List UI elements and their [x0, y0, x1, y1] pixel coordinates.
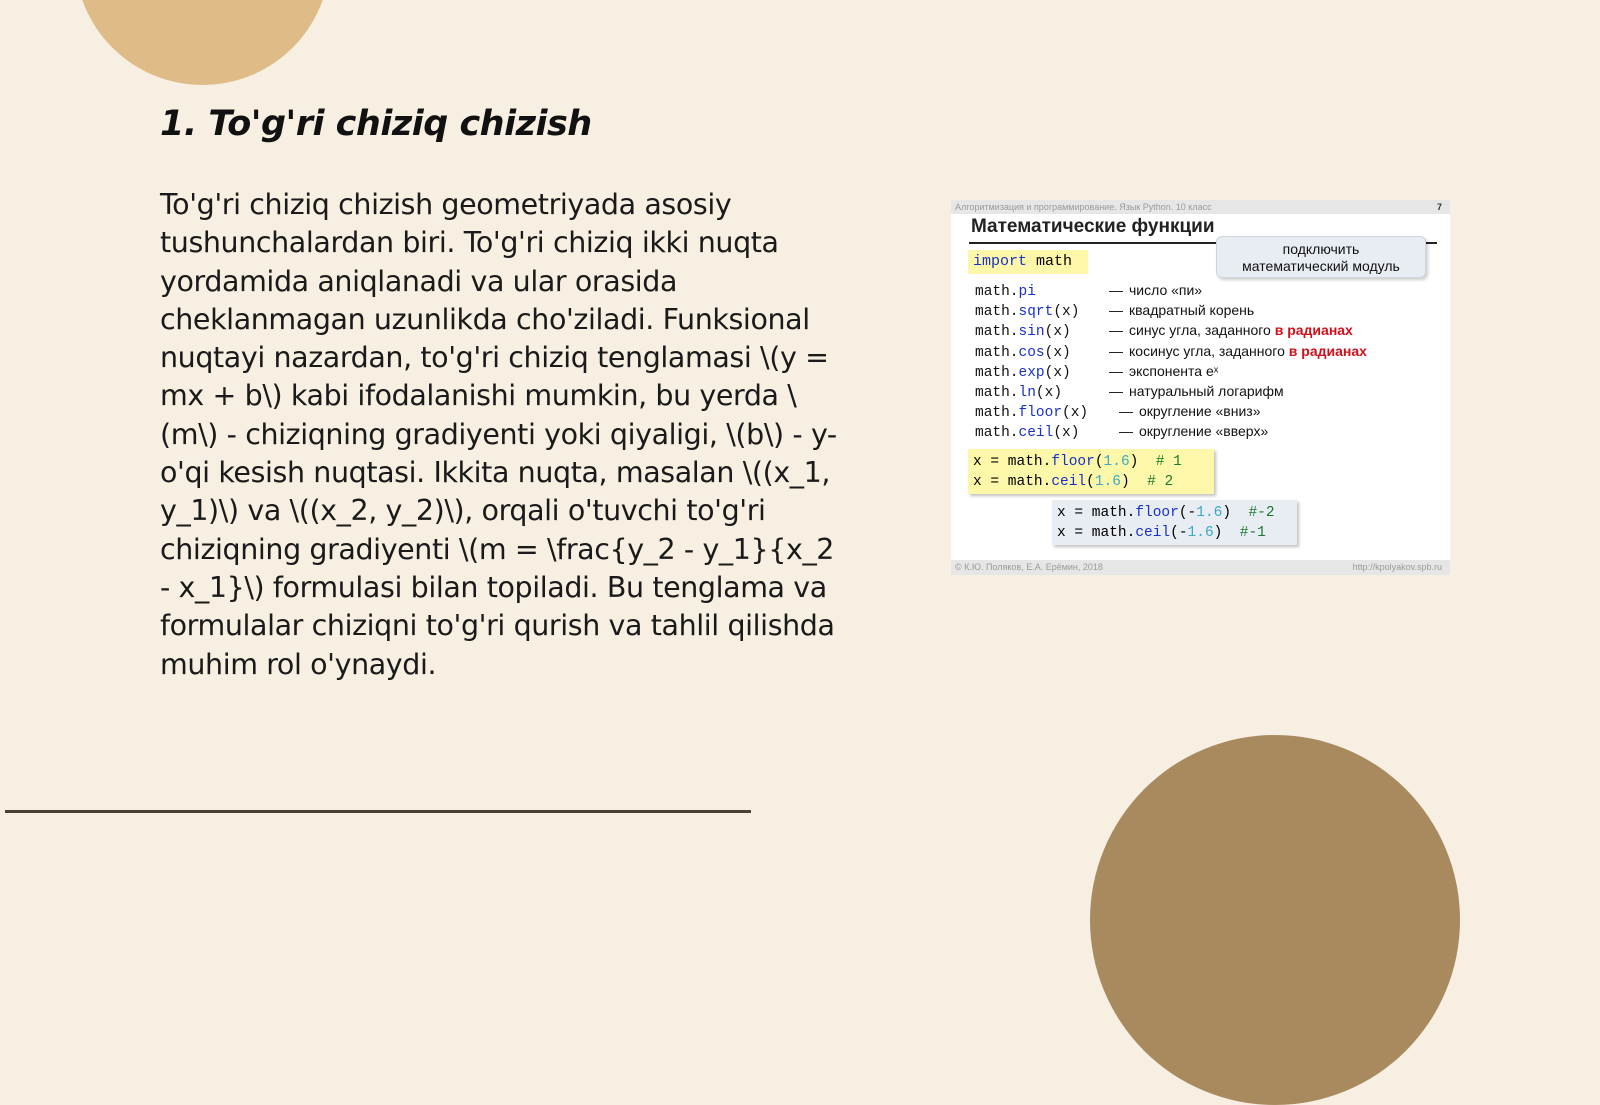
slide-title: Математические функции — [971, 216, 1215, 237]
function-name: ln — [1018, 384, 1036, 401]
function-signature — [975, 322, 1103, 342]
code-open: (- — [1170, 525, 1188, 541]
function-dash: — — [1109, 342, 1123, 359]
function-list — [975, 280, 1367, 442]
function-dash: — — [1109, 362, 1123, 379]
function-row — [975, 361, 1367, 381]
function-row — [975, 320, 1367, 340]
function-description: квадратный корень — [1129, 302, 1255, 319]
function-prefix: math. — [975, 384, 1019, 401]
code-lhs: x = math. — [973, 454, 1052, 470]
code-close: ) — [1222, 505, 1249, 521]
code-lhs: x = math. — [1057, 505, 1136, 521]
function-description: округление «вниз» — [1139, 403, 1261, 420]
callout-line-2: математический модуль — [1242, 258, 1400, 274]
code-example-positive — [968, 449, 1214, 494]
code-comment: # 2 — [1147, 474, 1174, 490]
code-function-name: ceil — [1135, 525, 1171, 541]
function-dash: — — [1109, 282, 1123, 298]
slide-header-text: Алгоритмизация и программирование. Язык Python. 10 класс — [955, 202, 1212, 212]
code-lhs: x = math. — [973, 474, 1052, 490]
code-function-name: floor — [1051, 454, 1095, 470]
function-description: округление «вверх» — [1139, 423, 1269, 440]
import-module: math — [1036, 253, 1073, 270]
code-open: (- — [1178, 505, 1197, 521]
function-row — [975, 341, 1367, 361]
function-dash: — — [1109, 382, 1123, 399]
function-dash: — — [1109, 302, 1123, 319]
code-function-name: ceil — [1051, 474, 1087, 490]
code-line — [1057, 503, 1297, 523]
code-function-name: floor — [1135, 505, 1179, 521]
code-line — [1057, 523, 1297, 543]
decorative-circle-top — [75, 0, 330, 85]
body-paragraph: To'g'ri chiziq chizish geometriyada asosiy tushunchalardan biri. To'g'ri chiziq ikki nuqta yordamida aniqlanadi va ular orasida cheklanmagan uzunlikda cho'ziladi. Funksional nuqtayi nazardan, to'g'ri chiziq tenglamasi \(y = mx + b\) kabi ifodalanishi mumkin, bu yerda \(m\) - chiziqning gradiyenti yoki qiyaligi, \(b\) - y-o'qi kesish nuqtasi. Ikkita nuqta, masalan \((x_1, y_1)\) va \((x_2, y_2)\), orqali o'tuvchi to'g'ri chiziqning gradiyenti \(m = \frac{y_2 - y_1}{x_2 - x_1}\) formulasi bilan topiladi. Bu tenglama va formulalar chiziqni to'g'ri qurish va tahlil qilishda muhim rol o'ynaydi. — [160, 188, 837, 681]
code-line — [973, 452, 1214, 472]
code-number: 1.6 — [1187, 525, 1214, 541]
code-line — [973, 472, 1214, 492]
function-signature — [975, 423, 1113, 443]
function-name: floor — [1018, 405, 1063, 422]
code-close: ) — [1120, 474, 1148, 490]
function-prefix: math. — [975, 425, 1019, 442]
function-signature — [975, 383, 1103, 403]
function-name: sin — [1018, 324, 1045, 341]
function-args: (x) — [1044, 364, 1071, 381]
function-prefix: math. — [975, 324, 1019, 341]
slide-footer-bar — [951, 560, 1450, 575]
function-name: exp — [1018, 364, 1045, 381]
page-title: 1. To'g'ri chiziq chizish — [160, 104, 592, 144]
function-args: (x) — [1062, 405, 1089, 422]
function-signature — [975, 282, 1103, 302]
function-prefix: math. — [975, 405, 1019, 422]
slide-page-number: 7 — [1436, 202, 1442, 212]
function-args: (x) — [1053, 304, 1080, 321]
function-signature — [975, 302, 1103, 322]
function-dash: — — [1119, 423, 1133, 440]
function-name: pi — [1018, 284, 1036, 300]
code-number: 1.6 — [1094, 474, 1121, 490]
function-name: ceil — [1018, 425, 1054, 442]
function-signature — [975, 403, 1113, 423]
function-row — [975, 381, 1367, 401]
function-description: экспонента eˣ — [1129, 362, 1219, 379]
slide-footer-right: http://kpolyakov.spb.ru — [1352, 562, 1442, 572]
function-dash: — — [1119, 403, 1133, 420]
slide-header-bar — [951, 200, 1450, 214]
function-row — [975, 421, 1367, 441]
function-args: (x) — [1044, 324, 1071, 341]
code-lhs: x = math. — [1057, 525, 1136, 541]
code-comment: #-1 — [1239, 525, 1266, 541]
function-prefix: math. — [975, 284, 1019, 300]
function-prefix: math. — [975, 344, 1019, 361]
import-keyword: import — [973, 253, 1028, 270]
function-signature — [975, 343, 1103, 363]
code-number: 1.6 — [1103, 454, 1130, 470]
function-args: (x) — [1044, 344, 1071, 361]
function-prefix: math. — [975, 364, 1019, 381]
code-close: ) — [1129, 454, 1156, 470]
function-description: натуральный логарифм — [1129, 382, 1284, 399]
function-highlight: в радианах — [1274, 322, 1353, 339]
callout-bubble — [1216, 236, 1426, 278]
slide-footer-left: © К.Ю. Поляков, Е.А. Ерёмин, 2018 — [955, 562, 1103, 572]
code-number: 1.6 — [1196, 505, 1223, 521]
import-statement — [968, 250, 1088, 274]
function-highlight: в радианах — [1288, 342, 1367, 359]
function-name: cos — [1018, 344, 1045, 361]
code-comment: #-2 — [1248, 505, 1275, 521]
function-description: синус угла, заданного — [1129, 322, 1275, 339]
function-row — [975, 300, 1367, 320]
function-args: (x) — [1053, 425, 1080, 442]
function-name: sqrt — [1018, 304, 1054, 321]
function-prefix: math. — [975, 304, 1019, 321]
function-description: косинус угла, заданного — [1129, 342, 1289, 359]
function-row — [975, 401, 1367, 421]
decorative-circle-bottom — [1090, 735, 1460, 1105]
code-open: ( — [1094, 454, 1104, 470]
code-example-negative — [1052, 500, 1297, 545]
function-signature — [975, 363, 1103, 383]
code-open: ( — [1086, 474, 1095, 490]
function-dash: — — [1109, 322, 1123, 339]
callout-line-1: подключить — [1282, 241, 1360, 257]
embedded-slide-image — [951, 200, 1450, 575]
function-row — [975, 280, 1367, 300]
function-args: (x) — [1035, 384, 1063, 401]
bottom-divider-line — [5, 810, 751, 813]
code-comment: # 1 — [1155, 454, 1182, 470]
function-description: число «пи» — [1129, 282, 1203, 298]
code-close: ) — [1213, 525, 1240, 541]
